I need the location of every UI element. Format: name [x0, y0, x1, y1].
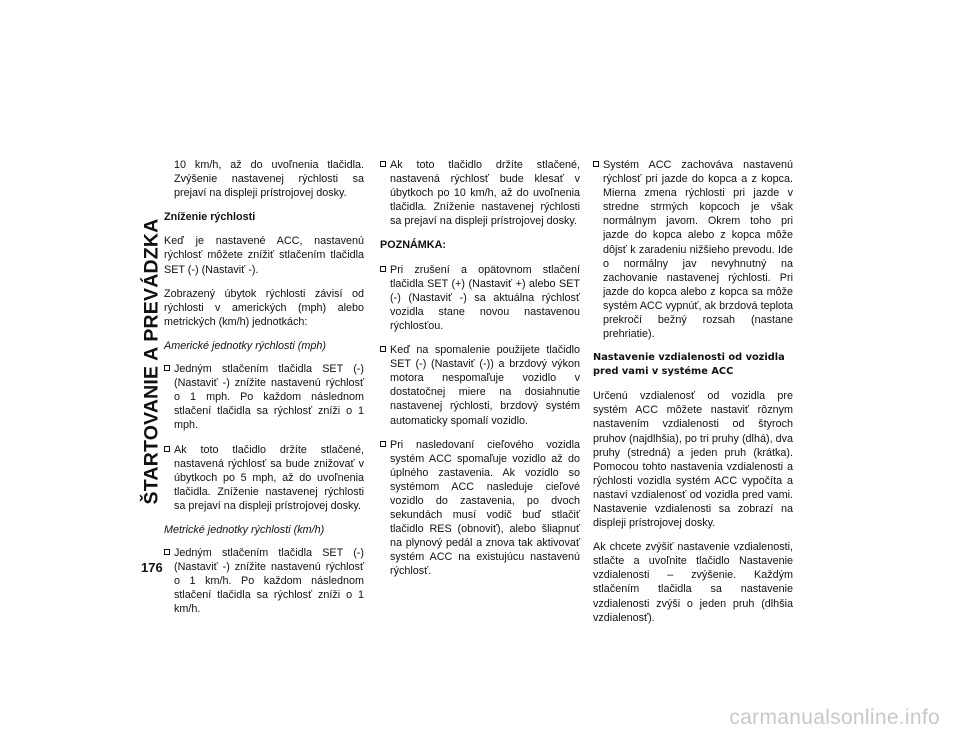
list-item: [380, 438, 580, 579]
text-column-3: [593, 158, 793, 635]
list-item: [380, 158, 580, 228]
text-column-1: [164, 158, 364, 627]
checkbox-bullet-icon: [380, 266, 386, 272]
chapter-title-text: ŠTARTOVANIE A PREVÁDZKA: [140, 218, 163, 504]
checkbox-bullet-icon: [593, 161, 599, 167]
list-item: [164, 546, 364, 616]
chapter-side-title: [138, 160, 166, 562]
list-item: [164, 443, 364, 513]
list-item-text: Ak toto tlačidlo držíte stlačené, nastavená rýchlosť sa bude znižovať v úbytkoch po 5 mph, až do uvoľnenia tlačidla. Zníženie nastavenej rýchlosti sa prejaví na displeji prístrojovej dosky.: [174, 443, 364, 512]
section-heading-distance-setting: Nastavenie vzdialenosti od vozidla pred vami v systéme ACC: [593, 352, 785, 378]
paragraph: Keď je nastavené ACC, nastavenú rýchlosť môžete znížiť stlačením tlačidla SET (-) (Nastaviť -).: [164, 235, 364, 276]
continued-bullet-text: 10 km/h, až do uvoľnenia tlačidla. Zvýšenie nastavenej rýchlosti sa prejaví na displeji prístrojovej dosky.: [174, 159, 364, 200]
section-heading-speed-decrease: Zníženie rýchlosti: [164, 211, 256, 224]
page-number: 176: [141, 560, 163, 575]
note-heading: POZNÁMKA:: [380, 239, 446, 252]
checkbox-bullet-icon: [380, 346, 386, 352]
list-item-text: Pri nasledovaní cieľového vozidla systém ACC spomaľuje vozidlo až do úplného zastavenia. Ak vozidlo so systémom ACC nasleduje cieľové vozidlo do zastavenia, po dvoch sekundách musí vodič buď stlačiť tlačidlo RES (obnoviť), alebo šliapnuť na plynový pedál a znova tak aktivovať systém ACC na existujúcu nastavenú rýchlosť.: [390, 438, 580, 578]
checkbox-bullet-icon: [380, 441, 386, 447]
paragraph: Zobrazený úbytok rýchlosti závisí od rýchlosti v amerických (mph) alebo metrických (km/h) jednotkách:: [164, 287, 364, 328]
checkbox-bullet-icon: [164, 549, 170, 555]
list-item: [380, 263, 580, 333]
subheading-metric-units: Metrické jednotky rýchlosti (km/h): [164, 523, 325, 536]
list-item: [380, 343, 580, 428]
list-item-text: Keď na spomalenie použijete tlačidlo SET (-) (Nastaviť (-)) a brzdový výkon motora nespomaľuje vozidlo v dostatočnej miere na dosiahnutie nastavenej rýchlosti, brzdový systém automaticky spomalí vozidlo.: [390, 344, 580, 427]
list-item-text: Jedným stlačením tlačidla SET (-) (Nastaviť -) znížite nastavenú rýchlosť o 1 mph. Po každom následnom stlačení tlačidla sa rýchlosť zníži o 1 mph.: [174, 363, 364, 432]
list-item-text: Pri zrušení a opätovnom stlačení tlačidla SET (+) (Nastaviť +) alebo SET (-) (Nastaviť -) sa aktuálna rýchlosť vozidla stane novou nastavenou rýchlosťou.: [390, 263, 580, 332]
paragraph: Určenú vzdialenosť od vozidla pre systém ACC môžete nastaviť rôznym nastavením vzdialenosti od štyroch pruhov (najdlhšia), po tri pruhy (dlhá), dva pruhy (stredná) a jeden pruh (krátka). Pomocou tohto nastavenia vzdialenosti a rýchlosti vozidla systém ACC vypočíta a nastaví vzdialenosť od vozidla pred vami. Nastavenie vzdialenosti sa zobrazí na displeji prístrojovej dosky.: [593, 390, 793, 530]
watermark-text: carmanualsonline.info: [729, 706, 940, 729]
checkbox-bullet-icon: [164, 365, 170, 371]
paragraph: Ak chcete zvýšiť nastavenie vzdialenosti, stlačte a uvoľnite tlačidlo Nastavenie vzdialenosti – zvýšenie. Každým stlačením tlačidla sa nastavenie vzdialenosti zvýši o jeden pruh (dlhšia vzdialenosť).: [593, 541, 793, 624]
text-column-2: [380, 158, 580, 589]
list-item-text: Systém ACC zachováva nastavenú rýchlosť pri jazde do kopca a z kopca. Mierna zmena rýchlosti pri jazde v stredne strmých kopcoch je však normálnym javom. Okrem toho pri jazde do kopca alebo z kopca môže dôjsť k zaradeniu nižšieho prevodu. Ide o normálny jav nevyhnutný na zachovanie nastavenej rýchlosti. Pri jazde do kopca alebo z kopca sa môže systém ACC vypnúť, ak brzdová teplota prekročí bežný rozsah (nastane prehriatie).: [603, 159, 793, 341]
list-item-text: Jedným stlačením tlačidla SET (-) (Nastaviť -) znížite nastavenú rýchlosť o 1 km/h. Po každom následnom stlačení tlačidla sa rýchlosť zníži o 1 km/h.: [174, 547, 364, 616]
checkbox-bullet-icon: [164, 446, 170, 452]
list-item: [164, 362, 364, 432]
checkbox-bullet-icon: [380, 161, 386, 167]
list-item: [593, 158, 793, 341]
list-item-text: Ak toto tlačidlo držíte stlačené, nastavená rýchlosť bude klesať v úbytkoch po 10 km/h, až do uvoľnenia tlačidla. Zníženie nastavenej rýchlosti sa prejaví na displeji prístrojovej dosky.: [390, 159, 580, 228]
subheading-us-units: Americké jednotky rýchlosti (mph): [164, 339, 327, 352]
